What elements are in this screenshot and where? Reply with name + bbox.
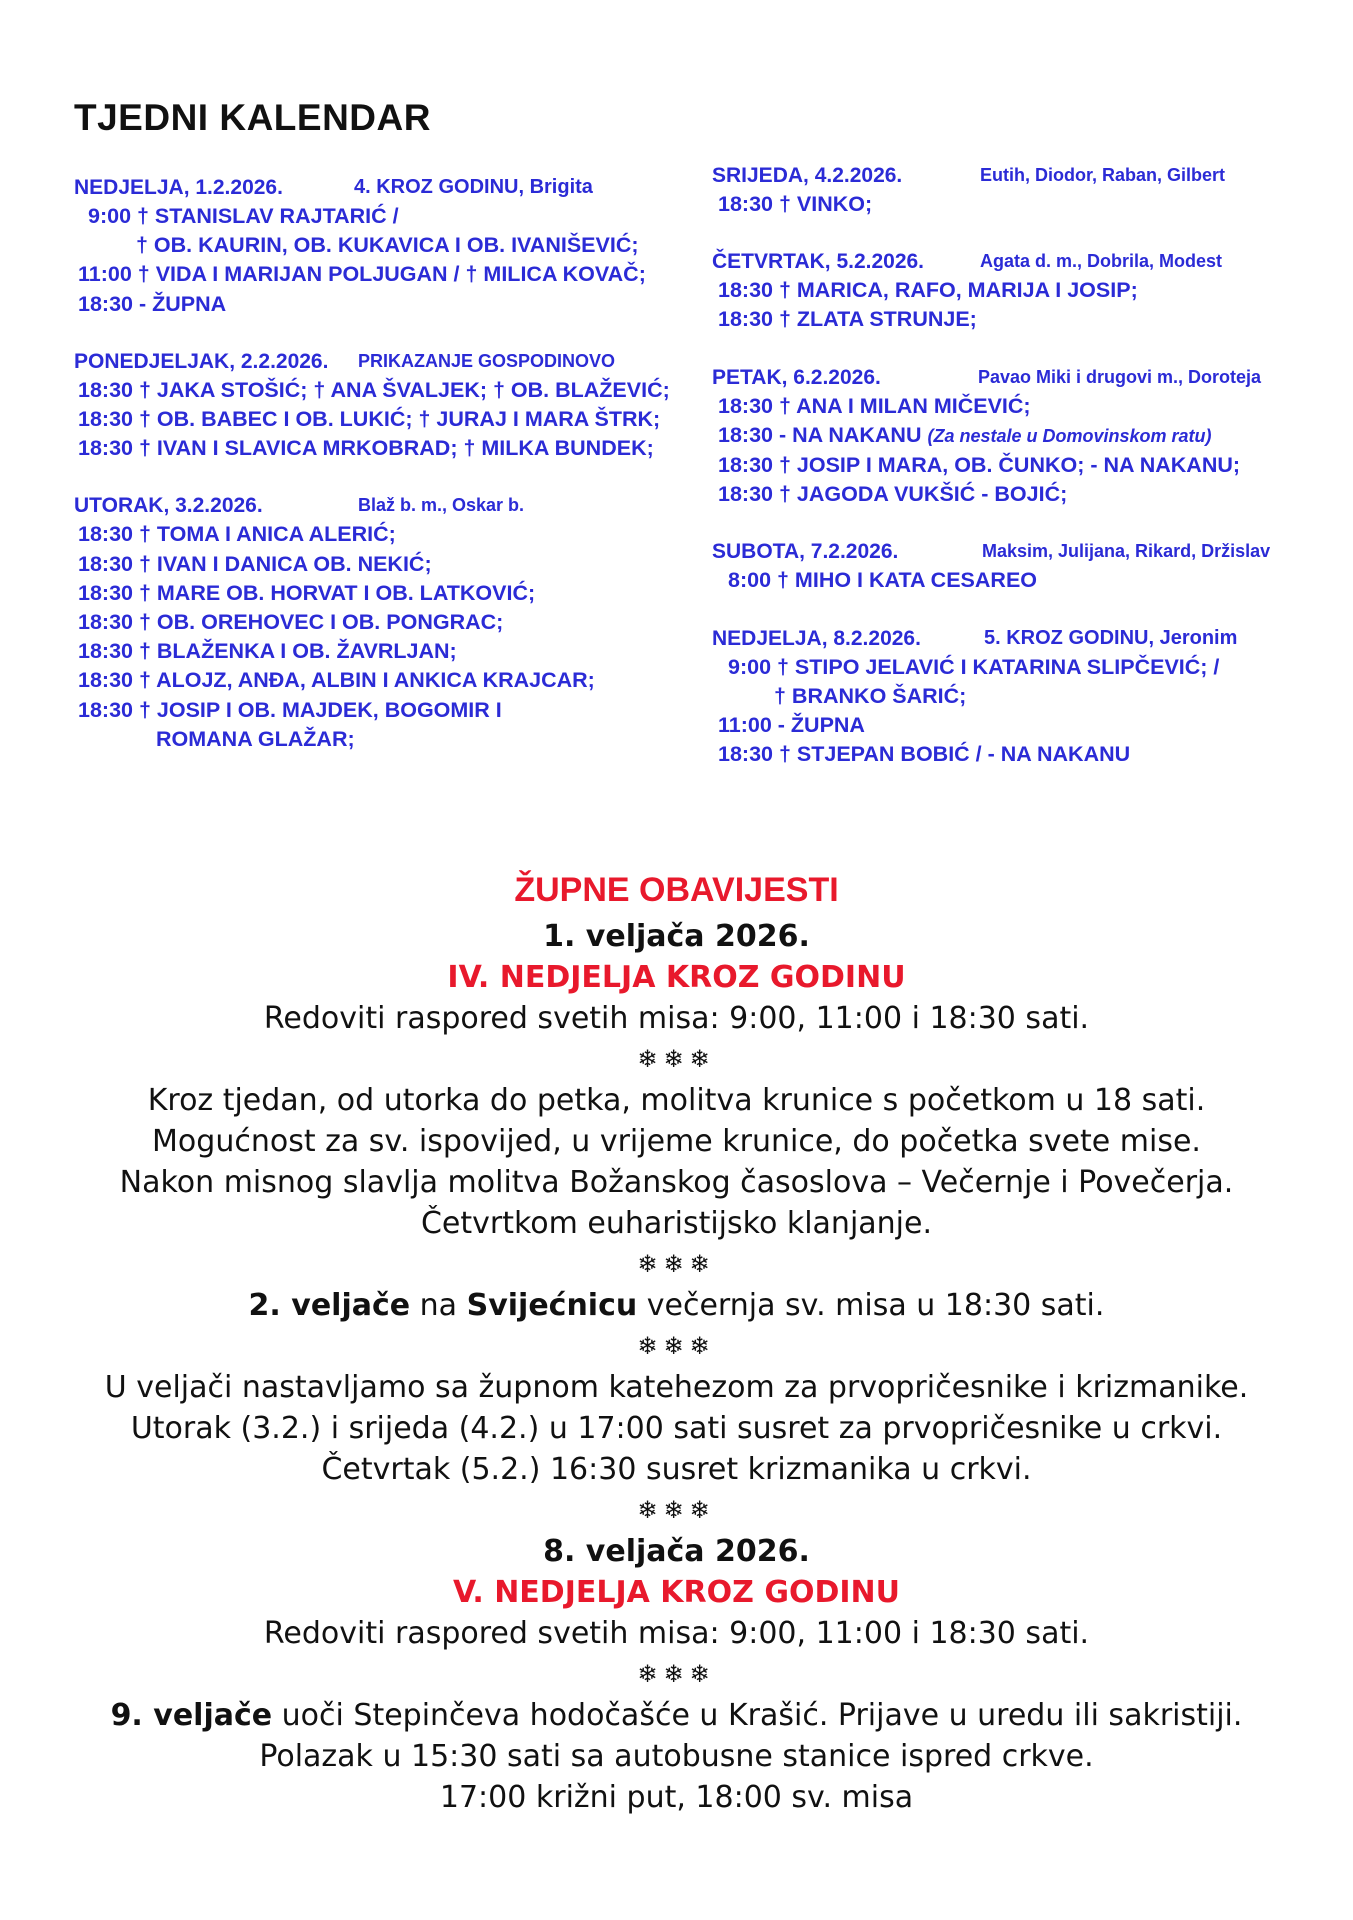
notice-candlemas: [0, 1285, 1353, 1326]
notices-title: ŽUPNE OBAVIJESTI: [514, 871, 839, 909]
mass-intention: 18:30 † MARE OB. HORVAT I OB. LATKOVIĆ;: [78, 580, 536, 605]
calendar-title: TJEDNI KALENDAR: [74, 97, 431, 138]
snowflake-separator-icon: ❄❄❄: [637, 1332, 716, 1360]
mass-intention: 11:00 - ŽUPNA: [718, 713, 865, 738]
mass-intention: 8:00 † MIHO I KATA CESAREO: [728, 568, 1038, 593]
mass-intention: 9:00 † STIPO JELAVIĆ I KATARINA SLIPČEVIĆ; /: [728, 654, 1220, 679]
notice-pilgrimage-line: 17:00 križni put, 18:00 sv. misa: [439, 1780, 914, 1815]
snowflake-separator-icon: ❄❄❄: [637, 1496, 716, 1524]
mass-note: (Za nestale u Domovinskom ratu): [927, 425, 1212, 446]
day-feast: Maksim, Julijana, Rikard, Držislav: [982, 541, 1271, 562]
notice-weekly-line: Mogućnost za sv. ispovijed, u vrijeme krunice, do početka svete mise.: [152, 1124, 1201, 1159]
mass-intention: 18:30 † ANA I MILAN MIČEVIĆ;: [718, 393, 1031, 418]
day-feast: 4. KROZ GODINU, Brigita: [354, 176, 593, 198]
day-header: [74, 173, 694, 202]
day-block: [712, 624, 1352, 770]
notice-pilgrimage-rest: uoči Stepinčeva hodočašće u Krašić. Prijave u uredu ili sakristiji.: [272, 1698, 1243, 1733]
notice-pilgrimage-line: Polazak u 15:30 sati sa autobusne stanice ispred crkve.: [259, 1739, 1094, 1774]
snowflake-separator-icon: ❄❄❄: [637, 1660, 716, 1688]
day-block: [712, 363, 1352, 510]
notice-candlemas-date: 2. veljače: [248, 1288, 411, 1323]
day-header: [712, 161, 1352, 190]
day-header: [712, 537, 1352, 566]
mass-intention: 18:30 † MARICA, RAFO, MARIJA I JOSIP;: [718, 278, 1138, 303]
day-feast: 5. KROZ GODINU, Jeronim: [984, 626, 1238, 649]
mass-intention: 18:30 † ALOJZ, ANĐA, ALBIN I ANKICA KRAJCAR;: [78, 668, 595, 693]
mass-intention: 18:30 † VINKO;: [718, 192, 873, 216]
day-block: [74, 347, 694, 464]
mass-intention: 18:30 - ŽUPNA: [78, 291, 227, 316]
mass-intention: 11:00 † VIDA I MARIJAN POLJUGAN / † MILICA KOVAČ;: [78, 262, 646, 287]
notice-candlemas-word: na: [410, 1288, 467, 1323]
mass-intention: 18:30 † JOSIP I OB. MAJDEK, BOGOMIR I: [78, 697, 502, 722]
day-feast: PRIKAZANJE GOSPODINOVO: [358, 350, 616, 371]
day-date: UTORAK, 3.2.2026.: [74, 494, 263, 518]
day-date: ČETVRTAK, 5.2.2026.: [712, 250, 925, 274]
mass-intention: [712, 421, 1352, 451]
mass-intention: 18:30 † JAKA STOŠIĆ; † ANA ŠVALJEK; † OB. BLAŽEVIĆ;: [78, 377, 670, 402]
day-header: [74, 491, 694, 520]
mass-intention: 18:30 † TOMA I ANICA ALERIĆ;: [78, 522, 396, 547]
mass-intention: 18:30 † JAGODA VUKŠIĆ - BOJIĆ;: [718, 482, 1068, 507]
day-date: NEDJELJA, 8.2.2026.: [712, 626, 921, 650]
notice-weekly-line: Kroz tjedan, od utorka do petka, molitva krunice s početkom u 18 sati.: [147, 1083, 1206, 1118]
notice-weekly-line: Četvrtkom euharistijsko klanjanje.: [420, 1206, 933, 1241]
day-date: PETAK, 6.2.2026.: [712, 365, 881, 389]
notice-candlemas-feast: Svijećnicu: [466, 1288, 638, 1323]
calendar-left-column: [74, 173, 694, 782]
notice-date: 8. veljača 2026.: [543, 1534, 810, 1569]
parish-notices: [0, 870, 1353, 1818]
notice-pilgrimage-date: 9. veljače: [110, 1698, 273, 1733]
notice-sunday-title: IV. NEDJELJA KROZ GODINU: [447, 960, 906, 995]
day-date: PONEDJELJAK, 2.2.2026.: [74, 349, 329, 373]
day-header: [74, 347, 694, 376]
day-block: [712, 161, 1352, 219]
notice-catechesis-line: U veljači nastavljamo sa župnom katehezom za prvopričesnike i krizmanike.: [104, 1370, 1249, 1405]
notice-pilgrimage: [0, 1695, 1353, 1736]
day-block: [74, 491, 694, 754]
snowflake-separator-icon: ❄❄❄: [637, 1045, 716, 1073]
mass-intention: 9:00 † STANISLAV RAJTARIĆ /: [88, 204, 399, 228]
mass-intention: 18:30 † ZLATA STRUNJE;: [718, 307, 977, 332]
notice-weekly-line: Nakon misnog slavlja molitva Božanskog časoslova – Večernje i Povečerja.: [119, 1165, 1234, 1200]
day-header: [712, 247, 1352, 276]
day-feast: Agata d. m., Dobrila, Modest: [980, 251, 1223, 272]
notice-catechesis-line: Utorak (3.2.) i srijeda (4.2.) u 17:00 sati susret za prvopričesnike u crkvi.: [130, 1411, 1223, 1446]
notice-mass-schedule: Redoviti raspored svetih misa: 9:00, 11:00 i 18:30 sati.: [263, 1001, 1090, 1036]
day-header: [712, 363, 1352, 392]
snowflake-separator-icon: ❄❄❄: [637, 1250, 716, 1278]
day-block: [712, 537, 1352, 595]
day-date: SRIJEDA, 4.2.2026.: [712, 164, 903, 187]
notice-date: 1. veljača 2026.: [543, 919, 810, 954]
mass-intention: 18:30 † BLAŽENKA I OB. ŽAVRLJAN;: [78, 639, 457, 664]
day-date: SUBOTA, 7.2.2026.: [712, 540, 899, 564]
mass-intention: † OB. KAURIN, OB. KUKAVICA I OB. IVANIŠEVIĆ;: [136, 233, 639, 258]
day-feast: Pavao Miki i drugovi m., Doroteja: [978, 366, 1262, 387]
notice-catechesis-line: Četvrtak (5.2.) 16:30 susret krizmanika u crkvi.: [321, 1452, 1032, 1487]
calendar-right-column: [712, 161, 1352, 797]
day-feast: Eutih, Diodor, Raban, Gilbert: [980, 165, 1226, 185]
notice-mass-schedule: Redoviti raspored svetih misa: 9:00, 11:00 i 18:30 sati.: [263, 1616, 1090, 1651]
mass-intention: 18:30 † OB. OREHOVEC I OB. PONGRAC;: [78, 610, 504, 635]
mass-intention: 18:30 † STJEPAN BOBIĆ / - NA NAKANU: [718, 742, 1131, 767]
mass-intention: 18:30 † JOSIP I MARA, OB. ČUNKO; - NA NAKANU;: [718, 453, 1241, 478]
day-header: [712, 624, 1352, 653]
mass-intention: † BRANKO ŠARIĆ;: [774, 683, 967, 708]
day-block: [74, 173, 694, 319]
mass-intention: 18:30 † OB. BABEC I OB. LUKIĆ; † JURAJ I MARA ŠTRK;: [78, 407, 661, 432]
mass-intention: ROMANA GLAŽAR;: [156, 726, 355, 751]
notice-candlemas-rest: večernja sv. misa u 18:30 sati.: [637, 1288, 1105, 1323]
day-feast: Blaž b. m., Oskar b.: [358, 495, 525, 516]
day-date: NEDJELJA, 1.2.2026.: [74, 176, 283, 199]
day-block: [712, 247, 1352, 334]
mass-intention: 18:30 † IVAN I SLAVICA MRKOBRAD; † MILKA BUNDEK;: [78, 436, 654, 461]
notice-sunday-title: V. NEDJELJA KROZ GODINU: [453, 1575, 900, 1610]
mass-intention-text: 18:30 - NA NAKANU: [718, 422, 922, 447]
mass-intention: 18:30 † IVAN I DANICA OB. NEKIĆ;: [78, 551, 432, 576]
